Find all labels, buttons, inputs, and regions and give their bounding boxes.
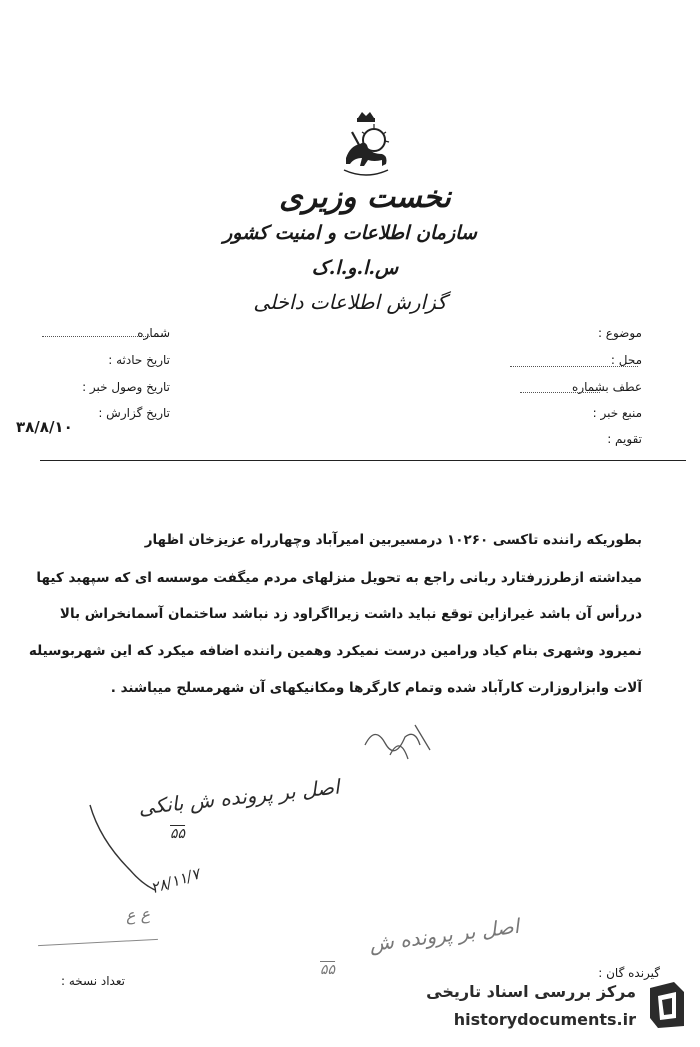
handwritten-note-2: اصل بر پرونده ش — [367, 913, 521, 956]
field-place-dotline — [510, 366, 638, 367]
field-reference-dotline — [520, 392, 600, 393]
field-reference-label: عطف بشماره — [572, 380, 642, 394]
lion-and-sun-emblem-icon — [338, 110, 394, 180]
watermark — [426, 968, 698, 1040]
watermark-url: historydocuments.ir — [453, 1010, 636, 1029]
body-line-1: بطوریکه راننده تاکسی ۱۰۲۶۰ درمسیربین امیرآباد وچهارراه عزیزخان اظهار — [144, 532, 642, 548]
handwritten-note-1-date: ۲۸/۱۱/۷ — [148, 864, 202, 898]
header-organization: سازمان اطلاعات و امنیت کشور — [223, 222, 477, 244]
field-incident-date-label: تاریخ حادثه : — [108, 353, 170, 367]
handwritten-note-2-number: ۵۵ — [320, 962, 336, 978]
field-place-label: محل : — [610, 353, 642, 367]
field-source-label: منبع خبر : — [592, 406, 642, 420]
handwritten-note-3: ع ع — [125, 904, 151, 925]
header-prime-ministry: نخست وزیری — [279, 180, 451, 215]
watermark-title: مرکز بررسی اسناد تاریخی — [426, 982, 636, 1001]
body-line-3: دررأس آن باشد غیرازاین توقع نباید داشت زیرااگراود زد نباشد ساختمان آسمانخراش بالا — [59, 606, 642, 622]
handwritten-note-1: اصل بر پرونده ش بانکی — [137, 774, 341, 820]
field-number-label: شماره — [137, 326, 170, 340]
handwritten-bracket-stroke — [70, 800, 160, 895]
header-report-type: گزارش اطلاعات داخلی — [253, 290, 447, 314]
archive-logo-icon — [644, 978, 690, 1032]
body-line-4: نمیرود وشهری بنام کیاد ورامین درست نمیکرد وهمین راننده اضافه میکرد که این شهربوسیله — [28, 643, 642, 659]
field-receipt-date-label: تاریخ وصول خبر : — [82, 380, 170, 394]
handwritten-note-1-number: ۵۵ — [170, 826, 186, 842]
report-date-value: ۳۸/۸/۱۰ — [16, 418, 73, 436]
header-divider — [40, 460, 686, 461]
field-assessment-label: تقویم : — [607, 432, 642, 446]
field-report-date-label: تاریخ گزارش : — [98, 406, 170, 420]
body-line-2: میداشته ازطرزرفتارد ربانی راجع به تحویل منزلهای مردم میگفت موسسه ای که سپهبد کیها — [36, 570, 642, 586]
body-line-5: آلات وابزاروزارت کارآباد شده وتمام کارگرها ومکانیکهای آن شهرمسلح میباشند . — [110, 680, 642, 696]
footer-recipients-label: گیرنده گان : — [598, 966, 660, 980]
signature-scribble — [360, 715, 440, 765]
field-subject-label: موضوع : — [597, 326, 642, 340]
footer-copies-label: تعداد نسخه : — [60, 974, 125, 988]
header-acronym: س.ا.و.ا.ک — [311, 257, 399, 279]
handwritten-underline — [38, 939, 158, 946]
